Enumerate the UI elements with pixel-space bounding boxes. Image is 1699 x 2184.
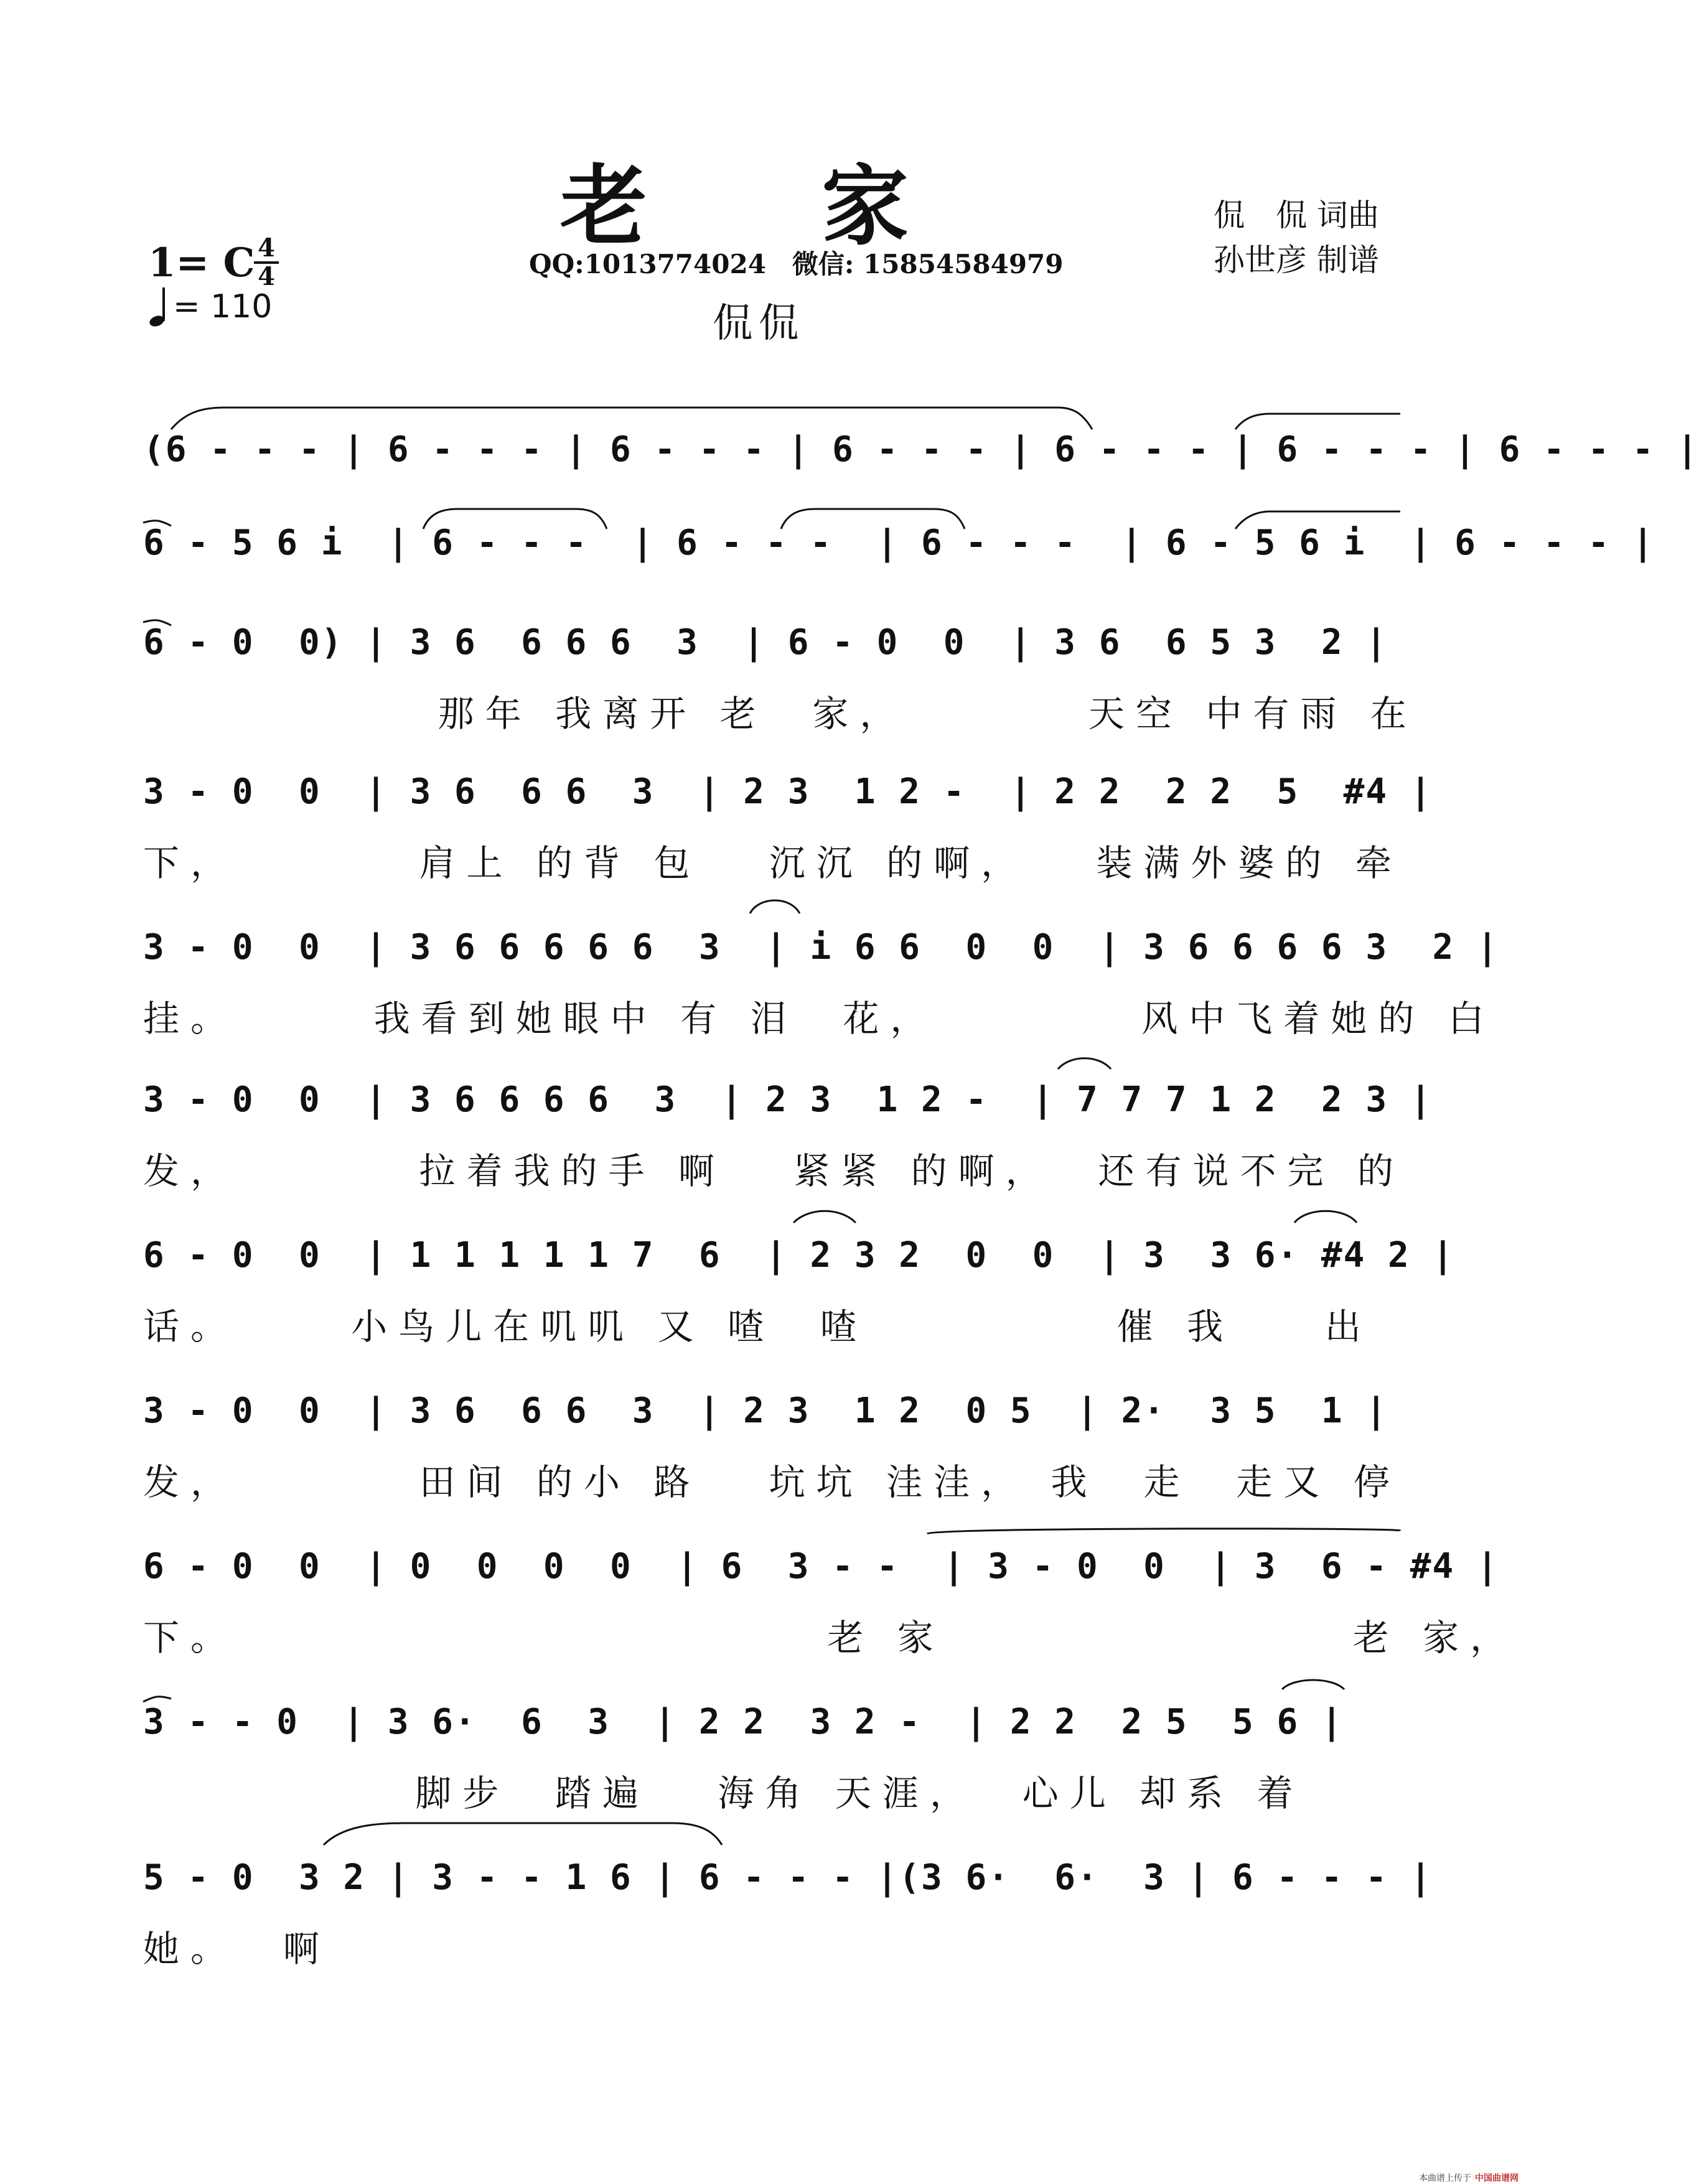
notation-line: (6 - - - | 6 - - - | 6 - - - | 6 - - - | 6 - - - | 6 - - - | 6 - - - | [143,429,1699,470]
time-signature-top: 4 [258,233,275,263]
singer-name: 侃侃 [713,301,805,347]
notation-line: 3 - 0 0 | 3 6 6 6 3 | 2 3 1 2 - | 2 2 2 2 5 #4 | [143,772,1433,812]
notation-line: 6 - 0 0) | 3 6 6 6 6 3 | 6 - 0 0 | 3 6 6 5 3 2 | [143,622,1388,663]
lyrics-line: 下。 老 家 老 家， [143,1617,1518,1659]
footer-note [1419,2172,1519,2184]
notation-line: 5 - 0 3 2 | 3 - - 1 6 | 6 - - - |(3 6· 6· 3 | 6 - - - | [143,1857,1433,1898]
credit-lyrics-music: 侃 侃 词曲 [1214,197,1379,233]
lyrics-line: 下， 肩上 的背 包 沉沉 的啊， 装满外婆的 牵 [143,842,1403,884]
notation-line: 3 - 0 0 | 3 6 6 6 6 3 | 2 3 1 2 - | 7 7 7 1 2 2 3 | [143,1080,1433,1120]
song-title: 老 家 [560,156,909,258]
lyrics-line: 发， 拉着我的手 啊 紧紧 的啊， 还有说不完 的 [143,1150,1405,1192]
notation-line: 6 - 5 6 i | 6 - - - | 6 - - - | 6 - - - | 6 - 5 6 i | 6 - - - | [143,523,1655,563]
lyrics-line: 那年 我离开 老 家， 天空 中有雨 在 [143,693,1418,735]
lyrics-line: 脚步 踏遍 海角 天涯， 心儿 却系 着 [143,1772,1304,1814]
contact-info: QQ:1013774024 微信: 15854584979 [529,249,1064,279]
notation-line: 6 - 0 0 | 0 0 0 0 | 6 3 - - | 3 - 0 0 | 3 6 - #4 | [143,1546,1499,1587]
notation-line: 6 - 0 0 | 1 1 1 1 1 7 6 | 2 3 2 0 0 | 3 3 6· #4 2 | [143,1235,1455,1276]
site-logo: 中国曲谱网 [1475,2173,1519,2183]
key-signature: 1= C [148,240,255,286]
notation-line: 3 - 0 0 | 3 6 6 6 3 | 2 3 1 2 0 5 | 2· 3 5 1 | [143,1391,1388,1431]
lyrics-line: 发， 田间 的小 路 坑坑 洼洼， 我 走 走又 停 [143,1461,1401,1503]
credit-transcriber: 孙世彦 制谱 [1214,242,1379,278]
lyrics-line: 话。 小鸟儿在叽叽 又 喳 喳 催 我 出 [143,1305,1372,1348]
notation-line: 3 - 0 0 | 3 6 6 6 6 6 3 | i 6 6 0 0 | 3 6 6 6 6 3 2 | [143,927,1499,968]
tempo-value: = 110 [173,288,273,325]
lyrics-line: 挂。 我看到她眼中 有 泪 花， 风中飞着她的 白 [143,997,1495,1040]
lyrics-line: 她。 啊 [143,1928,330,1970]
uploader-note: 本曲谱上传于 [1419,2173,1471,2183]
time-signature-bottom: 4 [258,262,275,291]
notation-line: 3 - - 0 | 3 6· 6 3 | 2 2 3 2 - | 2 2 2 5 5 6 | [143,1702,1344,1742]
